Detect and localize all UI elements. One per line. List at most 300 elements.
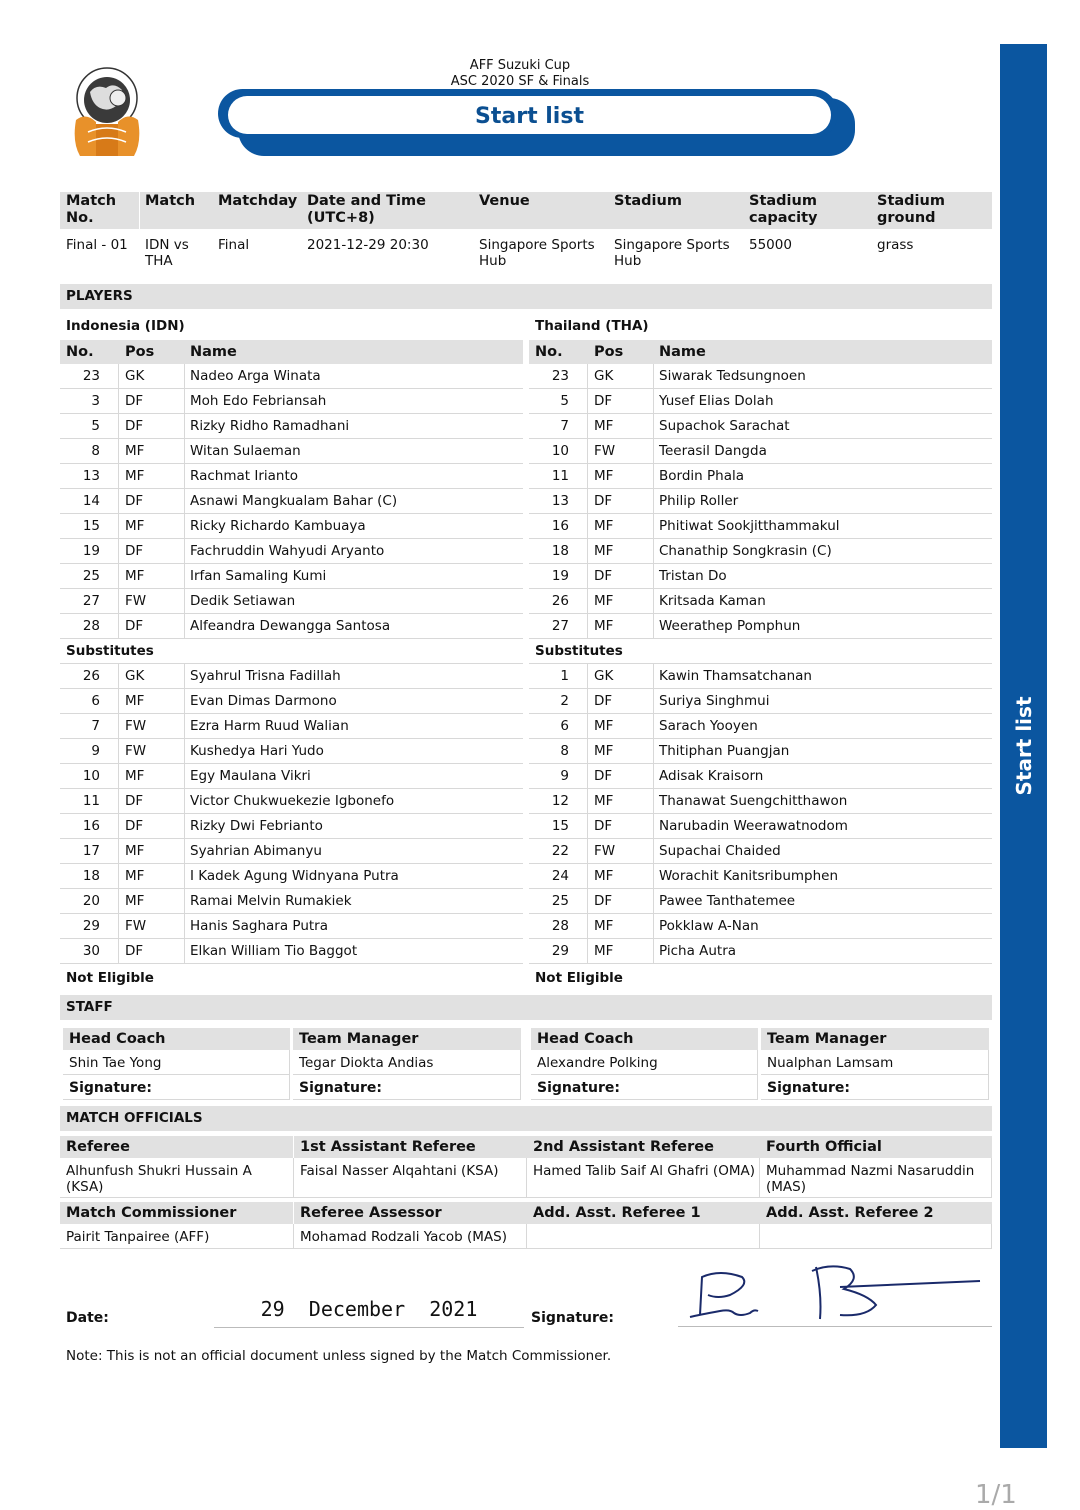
- player-number: 20: [82, 893, 100, 909]
- divider: [587, 814, 588, 838]
- player-row: [529, 464, 992, 489]
- tha-head-coach-name: Alexandre Polking: [531, 1050, 758, 1075]
- player-position: MF: [594, 543, 614, 559]
- divider: [184, 564, 185, 588]
- player-name: Egy Maulana Vikri: [190, 768, 311, 784]
- divider: [184, 739, 185, 763]
- capacity-value: 55000: [749, 237, 792, 253]
- idn-coach-signature: Signature:: [63, 1075, 290, 1100]
- player-row: [60, 764, 523, 789]
- player-row: [529, 739, 992, 764]
- divider: [587, 514, 588, 538]
- player-row: [60, 589, 523, 614]
- match-no-value: Final - 01: [66, 237, 128, 253]
- divider: [184, 889, 185, 913]
- banner-title: Start list: [475, 104, 584, 129]
- divider: [184, 764, 185, 788]
- player-row: [529, 889, 992, 914]
- divider: [587, 364, 588, 388]
- player-name: Thitiphan Puangjan: [659, 743, 790, 759]
- add-asst-referee-1-name: [527, 1224, 760, 1249]
- player-number: 18: [82, 868, 100, 884]
- divider: [118, 714, 119, 738]
- player-number: 24: [551, 868, 569, 884]
- player-position: GK: [594, 668, 614, 684]
- player-number: 2: [560, 693, 569, 709]
- player-position: GK: [125, 668, 145, 684]
- player-name: Kritsada Kaman: [659, 593, 766, 609]
- tha-team-manager-name: Nualphan Lamsam: [761, 1050, 989, 1075]
- divider: [184, 539, 185, 563]
- player-row: [529, 914, 992, 939]
- idn-head-coach-name: Shin Tae Yong: [63, 1050, 290, 1075]
- idn-manager-signature: Signature:: [293, 1075, 521, 1100]
- player-position: DF: [125, 618, 144, 634]
- player-number: 26: [82, 668, 100, 684]
- player-name: Rizky Dwi Febrianto: [190, 818, 323, 834]
- player-name: Elkan William Tio Baggot: [190, 943, 358, 959]
- ground-value: grass: [877, 237, 914, 253]
- divider: [184, 414, 185, 438]
- player-position: MF: [125, 868, 145, 884]
- divider: [118, 589, 119, 613]
- divider: [653, 364, 654, 388]
- player-position: MF: [125, 518, 145, 534]
- divider: [653, 689, 654, 713]
- player-name: Bordin Phala: [659, 468, 744, 484]
- player-row: [60, 714, 523, 739]
- player-number: 23: [82, 368, 100, 384]
- divider: [587, 939, 588, 963]
- tha-head-coach-label: Head Coach: [531, 1028, 758, 1050]
- player-number: 11: [82, 793, 100, 809]
- player-row: [60, 614, 523, 639]
- add-asst-referee-2-name: [760, 1224, 992, 1249]
- player-row: [529, 539, 992, 564]
- player-name: Fachruddin Wahyudi Aryanto: [190, 543, 385, 559]
- player-position: GK: [594, 368, 614, 384]
- player-name: Supachok Sarachat: [659, 418, 790, 434]
- player-position: MF: [594, 743, 614, 759]
- substitutes-list: [529, 664, 992, 964]
- player-name: Philip Roller: [659, 493, 739, 509]
- divider: [587, 564, 588, 588]
- divider: [118, 664, 119, 688]
- divider: [139, 192, 140, 267]
- player-number: 23: [551, 368, 569, 384]
- player-position: MF: [594, 618, 614, 634]
- player-position: DF: [594, 893, 613, 909]
- divider: [118, 789, 119, 813]
- player-position: MF: [125, 693, 145, 709]
- player-name: Nadeo Arga Winata: [190, 368, 321, 384]
- player-row: [529, 689, 992, 714]
- competition-subtitle: ASC 2020 SF & Finals: [450, 74, 590, 89]
- player-number: 1: [560, 668, 569, 684]
- player-name: Rizky Ridho Ramadhani: [190, 418, 350, 434]
- divider: [184, 714, 185, 738]
- divider: [587, 389, 588, 413]
- divider: [587, 714, 588, 738]
- player-number: 12: [551, 793, 569, 809]
- player-name: Pawee Tanthatemee: [659, 893, 796, 909]
- tha-team-manager-label: Team Manager: [761, 1028, 989, 1050]
- divider: [118, 839, 119, 863]
- player-row: [529, 414, 992, 439]
- second-assistant-name: Hamed Talib Saif Al Ghafri (OMA): [527, 1158, 760, 1198]
- player-number: 19: [551, 568, 569, 584]
- matchday-value: Final: [218, 237, 250, 253]
- player-name: Syahrian Abimanyu: [190, 843, 322, 859]
- idn-head-coach-label: Head Coach: [63, 1028, 290, 1050]
- player-position: FW: [594, 443, 616, 459]
- divider: [118, 764, 119, 788]
- player-number: 15: [82, 518, 100, 534]
- divider: [118, 739, 119, 763]
- divider: [587, 464, 588, 488]
- divider: [587, 889, 588, 913]
- player-row: [60, 689, 523, 714]
- player-row: [529, 714, 992, 739]
- divider: [184, 839, 185, 863]
- matchday-header: Matchday: [218, 193, 298, 209]
- divider: [653, 864, 654, 888]
- player-number: 13: [82, 468, 100, 484]
- divider: [184, 614, 185, 638]
- divider: [587, 489, 588, 513]
- player-row: [529, 564, 992, 589]
- player-name: Witan Sulaeman: [190, 443, 301, 459]
- player-row: [529, 614, 992, 639]
- ground-header: Stadium ground: [877, 193, 945, 226]
- match-commissioner-name: Pairit Tanpairee (AFF): [60, 1224, 294, 1249]
- divider: [587, 589, 588, 613]
- player-number: 13: [551, 493, 569, 509]
- referee-label: Referee: [60, 1136, 293, 1158]
- competition-title: AFF Suzuki Cup: [469, 58, 571, 73]
- tha-coach-signature: Signature:: [531, 1075, 758, 1100]
- player-position: MF: [125, 568, 145, 584]
- divider: [118, 814, 119, 838]
- players-section-header: PLAYERS: [60, 284, 992, 309]
- fourth-official-label: Fourth Official: [760, 1136, 992, 1158]
- player-row: [529, 664, 992, 689]
- divider: [118, 689, 119, 713]
- player-name: Tristan Do: [659, 568, 727, 584]
- player-name: Thanawat Suengchitthawon: [659, 793, 848, 809]
- col-no: No.: [535, 344, 563, 360]
- player-position: DF: [125, 393, 144, 409]
- player-row: [60, 464, 523, 489]
- sidebar-bar: [1000, 44, 1047, 1448]
- divider: [653, 764, 654, 788]
- player-position: FW: [125, 743, 147, 759]
- divider: [587, 764, 588, 788]
- divider: [184, 664, 185, 688]
- player-number: 30: [82, 943, 100, 959]
- player-name: Teerasil Dangda: [659, 443, 767, 459]
- divider: [653, 889, 654, 913]
- starters-list: [529, 364, 992, 639]
- player-position: DF: [594, 493, 613, 509]
- player-name: Irfan Samaling Kumi: [190, 568, 327, 584]
- divider: [118, 489, 119, 513]
- player-number: 6: [91, 693, 100, 709]
- player-number: 15: [551, 818, 569, 834]
- signature-label: Signature:: [531, 1310, 614, 1326]
- divider: [184, 439, 185, 463]
- col-pos: Pos: [594, 344, 624, 360]
- divider: [184, 914, 185, 938]
- datetime-header: Date and Time (UTC+8): [307, 193, 426, 226]
- commissioner-signature: [680, 1255, 990, 1327]
- divider: [118, 939, 119, 963]
- not-eligible-label: Not Eligible: [535, 970, 623, 986]
- sidebar-title: Start list: [1011, 696, 1036, 796]
- player-number: 9: [560, 768, 569, 784]
- player-row: [60, 514, 523, 539]
- player-row: [529, 814, 992, 839]
- player-table-header: [60, 340, 523, 364]
- divider: [587, 839, 588, 863]
- player-name: Weerathep Pomphun: [659, 618, 801, 634]
- divider: [184, 789, 185, 813]
- stadium-header: Stadium: [614, 193, 682, 209]
- capacity-header: Stadium capacity: [749, 193, 818, 226]
- player-row: [529, 789, 992, 814]
- player-name: Evan Dimas Darmono: [190, 693, 337, 709]
- player-position: MF: [125, 768, 145, 784]
- player-name: Ricky Richardo Kambuaya: [190, 518, 366, 534]
- divider: [653, 489, 654, 513]
- first-assistant-label: 1st Assistant Referee: [294, 1136, 527, 1158]
- player-number: 5: [91, 418, 100, 434]
- divider: [118, 514, 119, 538]
- player-name: Sarach Yooyen: [659, 718, 758, 734]
- player-position: FW: [125, 718, 147, 734]
- divider: [653, 464, 654, 488]
- player-row: [60, 539, 523, 564]
- divider: [184, 939, 185, 963]
- team-tha-list: [529, 314, 992, 991]
- player-row: [60, 864, 523, 889]
- match-header: Match: [145, 193, 196, 209]
- match-no-header: Match No.: [66, 193, 117, 226]
- divider: [653, 789, 654, 813]
- player-position: MF: [594, 718, 614, 734]
- venue-value: Singapore Sports Hub: [479, 237, 595, 269]
- player-number: 10: [82, 768, 100, 784]
- player-position: MF: [594, 918, 614, 934]
- stadium-value: Singapore Sports Hub: [614, 237, 730, 269]
- divider: [653, 714, 654, 738]
- player-row: [529, 589, 992, 614]
- player-number: 19: [82, 543, 100, 559]
- player-position: MF: [594, 468, 614, 484]
- col-no: No.: [66, 344, 94, 360]
- player-name: Siwarak Tedsungnoen: [659, 368, 806, 384]
- staff-section-header: STAFF: [60, 995, 992, 1020]
- divider: [587, 864, 588, 888]
- substitutes-label: Substitutes: [60, 639, 523, 664]
- player-position: FW: [125, 593, 147, 609]
- player-row: [60, 939, 523, 964]
- player-row: [60, 839, 523, 864]
- divider: [184, 589, 185, 613]
- divider: [653, 514, 654, 538]
- player-row: [60, 364, 523, 389]
- divider: [653, 814, 654, 838]
- player-number: 14: [82, 493, 100, 509]
- player-row: [529, 764, 992, 789]
- player-name: Alfeandra Dewangga Santosa: [190, 618, 391, 634]
- divider: [118, 414, 119, 438]
- player-number: 27: [551, 618, 569, 634]
- idn-team-manager-name: Tegar Diokta Andias: [293, 1050, 521, 1075]
- player-position: FW: [125, 918, 147, 934]
- divider: [587, 664, 588, 688]
- first-assistant-name: Faisal Nasser Alqahtani (KSA): [294, 1158, 527, 1198]
- divider: [653, 589, 654, 613]
- team-idn-list: [60, 314, 523, 991]
- player-row: [60, 914, 523, 939]
- venue-header: Venue: [479, 193, 530, 209]
- divider: [653, 564, 654, 588]
- player-number: 29: [551, 943, 569, 959]
- col-name: Name: [659, 344, 706, 360]
- player-number: 29: [82, 918, 100, 934]
- player-name: Kushedya Hari Yudo: [190, 743, 324, 759]
- player-row: [60, 889, 523, 914]
- player-name: Chanathip Songkrasin (C): [659, 543, 832, 559]
- player-row: [529, 364, 992, 389]
- divider: [118, 614, 119, 638]
- player-name: Suriya Singhmui: [659, 693, 770, 709]
- player-position: DF: [125, 943, 144, 959]
- divider: [653, 414, 654, 438]
- player-name: Yusef Elias Dolah: [659, 393, 774, 409]
- player-name: Victor Chukwuekezie Igbonefo: [190, 793, 395, 809]
- player-number: 16: [551, 518, 569, 534]
- divider: [587, 414, 588, 438]
- idn-team-manager-label: Team Manager: [293, 1028, 521, 1050]
- player-number: 17: [82, 843, 100, 859]
- player-number: 25: [551, 893, 569, 909]
- player-number: 28: [82, 618, 100, 634]
- divider: [184, 464, 185, 488]
- player-name: Rachmat Irianto: [190, 468, 299, 484]
- player-position: MF: [594, 593, 614, 609]
- officials-section-header: MATCH OFFICIALS: [60, 1106, 992, 1131]
- player-row: [529, 489, 992, 514]
- divider: [587, 539, 588, 563]
- player-row: [60, 489, 523, 514]
- player-position: DF: [125, 793, 144, 809]
- player-position: MF: [594, 943, 614, 959]
- add-asst-referee-1-label: Add. Asst. Referee 1: [527, 1202, 760, 1224]
- player-row: [529, 389, 992, 414]
- player-number: 27: [82, 593, 100, 609]
- player-position: DF: [594, 568, 613, 584]
- player-position: MF: [125, 843, 145, 859]
- divider: [587, 739, 588, 763]
- referee-name: Alhunfush Shukri Hussain A (KSA): [60, 1158, 294, 1198]
- divider: [184, 364, 185, 388]
- player-name: Moh Edo Febriansah: [190, 393, 327, 409]
- player-number: 5: [560, 393, 569, 409]
- player-row: [60, 664, 523, 689]
- tha-manager-signature: Signature:: [761, 1075, 989, 1100]
- player-row: [60, 814, 523, 839]
- referee-assessor-label: Referee Assessor: [294, 1202, 527, 1224]
- datetime-value: 2021-12-29 20:30: [307, 237, 429, 253]
- player-number: 22: [551, 843, 569, 859]
- player-position: MF: [594, 793, 614, 809]
- team-name: Indonesia (IDN): [66, 318, 185, 334]
- player-position: DF: [125, 818, 144, 834]
- player-name: Hanis Saghara Putra: [190, 918, 328, 934]
- player-number: 7: [560, 418, 569, 434]
- page-number: 1/1: [975, 1480, 1017, 1510]
- divider: [653, 839, 654, 863]
- player-name: Kawin Thamsatchanan: [659, 668, 812, 684]
- divider: [184, 689, 185, 713]
- divider: [587, 614, 588, 638]
- player-number: 8: [560, 743, 569, 759]
- player-name: Worachit Kanitsribumphen: [659, 868, 839, 884]
- divider: [653, 539, 654, 563]
- not-eligible-label: Not Eligible: [66, 970, 154, 986]
- player-number: 9: [91, 743, 100, 759]
- player-row: [529, 514, 992, 539]
- player-row: [60, 414, 523, 439]
- divider: [653, 939, 654, 963]
- player-position: MF: [594, 418, 614, 434]
- divider: [184, 389, 185, 413]
- player-row: [529, 864, 992, 889]
- add-asst-referee-2-label: Add. Asst. Referee 2: [760, 1202, 992, 1224]
- player-row: [60, 439, 523, 464]
- player-number: 6: [560, 718, 569, 734]
- substitutes-label: Substitutes: [529, 639, 992, 664]
- divider: [118, 914, 119, 938]
- player-row: [529, 439, 992, 464]
- player-number: 3: [91, 393, 100, 409]
- player-number: 7: [91, 718, 100, 734]
- date-label: Date:: [66, 1310, 109, 1326]
- divider: [653, 389, 654, 413]
- second-assistant-label: 2nd Assistant Referee: [527, 1136, 760, 1158]
- divider: [118, 564, 119, 588]
- player-name: Asnawi Mangkualam Bahar (C): [190, 493, 398, 509]
- player-name: Adisak Kraisorn: [659, 768, 764, 784]
- divider: [653, 739, 654, 763]
- substitutes-list: [60, 664, 523, 964]
- divider: [653, 439, 654, 463]
- player-number: 26: [551, 593, 569, 609]
- divider: [653, 614, 654, 638]
- player-position: DF: [594, 768, 613, 784]
- match-value: IDN vs THA: [145, 237, 189, 269]
- player-name: Picha Autra: [659, 943, 737, 959]
- player-number: 25: [82, 568, 100, 584]
- player-number: 16: [82, 818, 100, 834]
- player-name: Syahrul Trisna Fadillah: [190, 668, 341, 684]
- divider: [587, 914, 588, 938]
- divider: [118, 389, 119, 413]
- player-name: I Kadek Agung Widnyana Putra: [190, 868, 399, 884]
- player-number: 11: [551, 468, 569, 484]
